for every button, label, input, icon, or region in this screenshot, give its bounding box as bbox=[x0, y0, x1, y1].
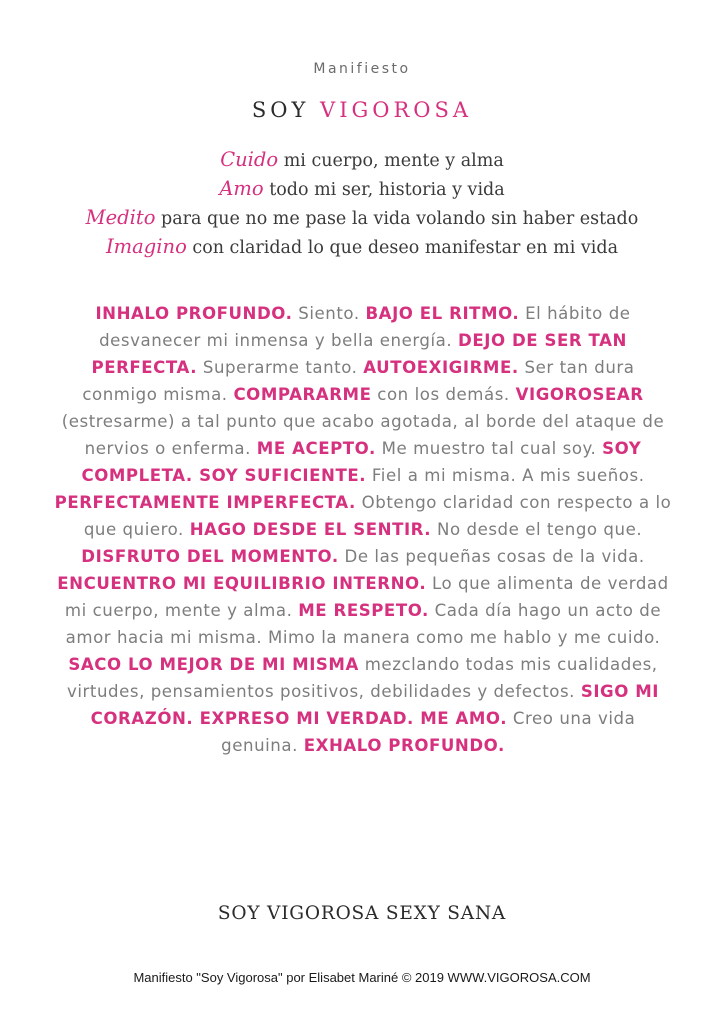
manifesto-text: Ser tan dura conmigo misma. bbox=[82, 358, 635, 404]
affirmation-line bbox=[0, 175, 724, 204]
manifesto-text: Me muestro tal cual soy. bbox=[375, 439, 603, 458]
manifesto-highlight: HAGO DESDE EL SENTIR. bbox=[189, 520, 432, 539]
affirmation-text: con claridad lo que deseo manifestar en mi vida bbox=[186, 238, 619, 258]
manifesto-text: Superarme tanto. bbox=[197, 358, 364, 377]
manifesto-highlight: SIGO MI CORAZÓN. EXPRESO MI VERDAD. ME AMO. bbox=[90, 682, 659, 728]
manifesto-text: No desde el tengo que. bbox=[431, 520, 643, 539]
manifesto-highlight: AUTOEXIGIRME. bbox=[363, 358, 519, 377]
manifesto-text: Fiel a mi misma. A mis sueños. bbox=[366, 466, 645, 485]
copyright-footer: Manifiesto "Soy Vigorosa" por Elisabet Mariné © 2019 WWW.VIGOROSA.COM bbox=[133, 970, 591, 985]
manifesto-highlight: DEJO DE SER TAN PERFECTA. bbox=[91, 331, 627, 377]
manifesto-text: (estresarme) a tal punto que acabo agotada, al borde del ataque de nervios o enferma. bbox=[61, 412, 665, 458]
page-title bbox=[0, 98, 724, 122]
title-accent: VIGOROSA bbox=[320, 98, 473, 122]
affirmations-block bbox=[0, 146, 724, 262]
affirmation-verb: Cuido bbox=[220, 148, 279, 171]
affirmation-line bbox=[0, 204, 724, 233]
manifesto-text: Siento. bbox=[292, 304, 366, 323]
manifesto-text: con los demás. bbox=[371, 385, 516, 404]
closing-statement: SOY VIGOROSA SEXY SANA bbox=[217, 903, 507, 924]
manifesto-text: El hábito de desvanecer mi inmensa y bella energía. bbox=[99, 304, 631, 350]
manifesto-text: De las pequeñas cosas de la vida. bbox=[338, 547, 645, 566]
affirmation-text: para que no me pase la vida volando sin haber estado bbox=[155, 209, 639, 229]
manifesto-highlight: PERFECTAMENTE IMPERFECTA. bbox=[54, 493, 356, 512]
manifesto-highlight: SACO LO MEJOR DE MI MISMA bbox=[68, 655, 359, 674]
manifesto-highlight: COMPARARME bbox=[233, 385, 372, 404]
manifesto-highlight: EXHALO PROFUNDO. bbox=[303, 736, 505, 755]
manifesto-text: mezclando todas mis cualidades, virtudes, pensamientos positivos, debilidades y defectos. bbox=[67, 655, 658, 701]
manifesto-body bbox=[52, 300, 674, 759]
affirmation-text: todo mi ser, historia y vida bbox=[263, 180, 505, 200]
manifesto-highlight: SOY COMPLETA. SOY SUFICIENTE. bbox=[81, 439, 642, 485]
affirmation-line bbox=[0, 233, 724, 262]
manifesto-highlight: BAJO EL RITMO. bbox=[365, 304, 520, 323]
manifesto-text: Lo que alimenta de verdad mi cuerpo, mente y alma. bbox=[64, 574, 669, 620]
page-subtitle: Manifiesto bbox=[313, 61, 411, 77]
affirmation-verb: Amo bbox=[219, 177, 264, 200]
title-prefix: SOY bbox=[251, 98, 310, 122]
manifesto-highlight: ENCUENTRO MI EQUILIBRIO INTERNO. bbox=[57, 574, 427, 593]
manifesto-text: Obtengo claridad con respecto a lo que quiero. bbox=[83, 493, 672, 539]
manifesto-highlight: DISFRUTO DEL MOMENTO. bbox=[81, 547, 339, 566]
manifesto-text: Creo una vida genuina. bbox=[221, 709, 636, 755]
manifesto-highlight: ME RESPETO. bbox=[298, 601, 429, 620]
affirmation-text: mi cuerpo, mente y alma bbox=[278, 151, 504, 171]
affirmation-line bbox=[0, 146, 724, 175]
manifesto-highlight: INHALO PROFUNDO. bbox=[95, 304, 293, 323]
manifesto-highlight: ME ACEPTO. bbox=[256, 439, 376, 458]
manifesto-highlight: VIGOROSEAR bbox=[515, 385, 644, 404]
manifesto-text: Cada día hago un acto de amor hacia mi misma. Mimo la manera como me hablo y me cuido. bbox=[65, 601, 662, 647]
affirmation-verb: Medito bbox=[85, 206, 156, 229]
affirmation-verb: Imagino bbox=[105, 235, 187, 258]
